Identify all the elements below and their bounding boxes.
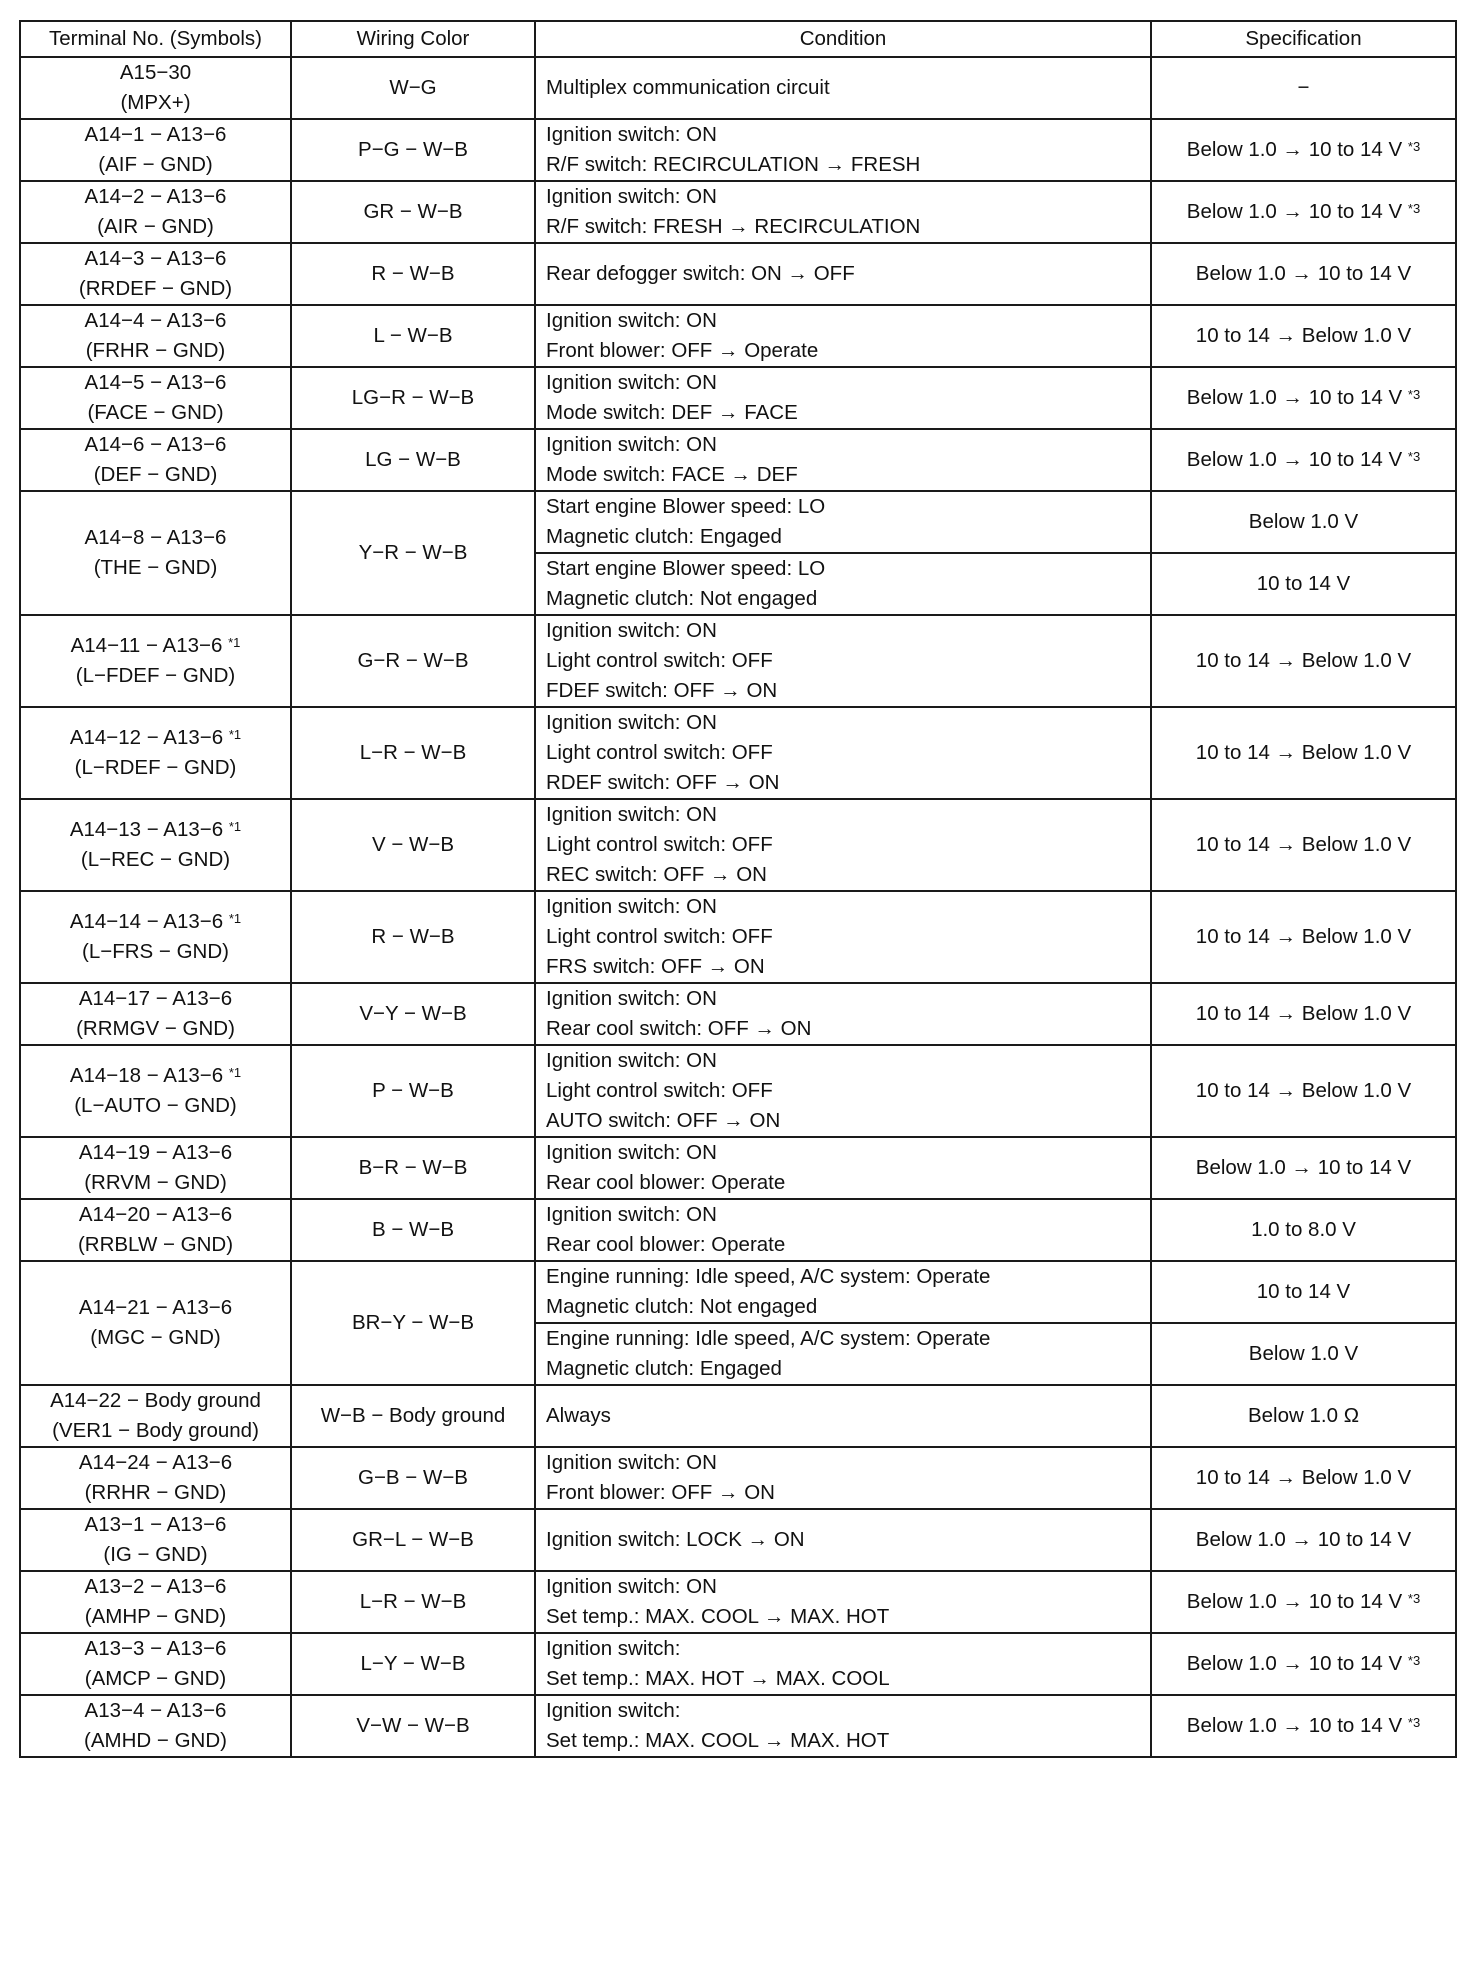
footnote-marker: *3	[1407, 1715, 1421, 1730]
condition-line: Rear cool blower: Operate	[546, 1171, 786, 1194]
specification-cell	[1151, 891, 1456, 983]
terminal-symbol: (L−RDEF − GND)	[74, 756, 237, 779]
terminal-number: A14−22 − Body ground	[50, 1389, 261, 1412]
wiring-color-cell: Y−R − W−B	[291, 491, 535, 615]
wiring-color-cell: P−G − W−B	[291, 119, 535, 181]
table-row	[20, 707, 1456, 799]
specification-cell	[1151, 367, 1456, 429]
condition-line: Ignition switch: ON	[546, 309, 717, 332]
condition-line: REC switch: OFF → ON	[546, 863, 767, 886]
condition-line: Magnetic clutch: Engaged	[546, 1357, 782, 1380]
specification-value: Below 1.0 V	[1248, 1342, 1359, 1365]
condition-line: Ignition switch:	[546, 1699, 681, 1722]
terminal-number: A14−13 − A13−6	[69, 818, 224, 841]
terminal-inspection-sheet	[19, 20, 1455, 1758]
terminal-number: A14−11 − A13−6	[70, 634, 223, 657]
condition-cell	[535, 367, 1151, 429]
condition-line: Ignition switch: ON	[546, 711, 717, 734]
condition-line: Set temp.: MAX. COOL → MAX. HOT	[546, 1605, 890, 1628]
specification-cell	[1151, 1633, 1456, 1695]
terminal-number: A14−17 − A13−6	[78, 987, 233, 1010]
wiring-color-cell: L−Y − W−B	[291, 1633, 535, 1695]
condition-cell	[535, 1137, 1151, 1199]
condition-line: AUTO switch: OFF → ON	[546, 1109, 781, 1132]
terminal-cell	[20, 181, 291, 243]
wiring-color-cell: L−R − W−B	[291, 707, 535, 799]
condition-cell	[535, 1695, 1151, 1757]
specification-value: 10 to 14 V	[1256, 572, 1351, 595]
specification-value: Below 1.0 → 10 to 14 V	[1186, 138, 1403, 161]
condition-cell	[535, 1447, 1151, 1509]
terminal-symbol: (L−REC − GND)	[80, 848, 231, 871]
terminal-number: A13−3 − A13−6	[84, 1637, 227, 1660]
footnote-marker: *3	[1407, 449, 1421, 464]
terminal-symbol: (RRVM − GND)	[84, 1171, 227, 1194]
footnote-marker: *1	[228, 727, 242, 742]
table-row	[20, 1045, 1456, 1137]
condition-line: Light control switch: OFF	[546, 649, 773, 672]
condition-cell	[535, 1571, 1151, 1633]
terminal-cell	[20, 1385, 291, 1447]
table-row	[20, 1571, 1456, 1633]
condition-cell	[535, 181, 1151, 243]
specification-value: Below 1.0 Ω	[1247, 1404, 1360, 1427]
wiring-color-cell: W−G	[291, 57, 535, 119]
table-row	[20, 983, 1456, 1045]
terminal-number: A13−1 − A13−6	[84, 1513, 227, 1536]
wiring-color-cell: L − W−B	[291, 305, 535, 367]
condition-line: Light control switch: OFF	[546, 925, 773, 948]
terminal-number: A14−8 − A13−6	[84, 526, 227, 549]
wiring-color-cell: P − W−B	[291, 1045, 535, 1137]
terminal-line	[31, 815, 280, 845]
condition-line: RDEF switch: OFF → ON	[546, 771, 780, 794]
terminal-spec-table	[19, 20, 1457, 1758]
terminal-line	[31, 723, 280, 753]
terminal-number: A14−2 − A13−6	[84, 185, 227, 208]
terminal-symbol: (AIR − GND)	[97, 215, 214, 238]
footnote-marker: *1	[228, 819, 242, 834]
terminal-cell	[20, 615, 291, 707]
terminal-cell	[20, 799, 291, 891]
terminal-number: A14−5 − A13−6	[84, 371, 227, 394]
terminal-number: A14−12 − A13−6	[69, 726, 224, 749]
condition-line: Ignition switch: ON	[546, 1049, 717, 1072]
terminal-symbol: (AMHP − GND)	[84, 1605, 227, 1628]
condition-line: FDEF switch: OFF → ON	[546, 679, 778, 702]
condition-line: R/F switch: FRESH → RECIRCULATION	[546, 215, 921, 238]
condition-cell	[535, 1323, 1151, 1385]
terminal-cell	[20, 119, 291, 181]
condition-line: Ignition switch: ON	[546, 1203, 717, 1226]
condition-line: Ignition switch: ON	[546, 433, 717, 456]
condition-cell	[535, 1261, 1151, 1323]
terminal-number: A14−14 − A13−6	[69, 910, 224, 933]
wiring-color-cell: LG − W−B	[291, 429, 535, 491]
condition-cell	[535, 1199, 1151, 1261]
condition-line: Ignition switch: ON	[546, 1575, 717, 1598]
terminal-symbol: (IG − GND)	[103, 1543, 208, 1566]
terminal-number: A13−4 − A13−6	[84, 1699, 227, 1722]
terminal-cell	[20, 983, 291, 1045]
terminal-symbol: (MGC − GND)	[90, 1326, 221, 1349]
footnote-marker: *3	[1407, 201, 1421, 216]
table-row	[20, 615, 1456, 707]
condition-cell	[535, 243, 1151, 305]
terminal-symbol: (L−AUTO − GND)	[74, 1094, 237, 1117]
condition-line: Rear cool switch: OFF → ON	[546, 1017, 812, 1040]
specification-cell	[1151, 1509, 1456, 1571]
specification-cell	[1151, 1323, 1456, 1385]
terminal-symbol: (RRBLW − GND)	[77, 1233, 234, 1256]
condition-cell	[535, 429, 1151, 491]
specification-cell	[1151, 491, 1456, 553]
wiring-color-cell: B−R − W−B	[291, 1137, 535, 1199]
specification-cell	[1151, 57, 1456, 119]
terminal-number: A14−1 − A13−6	[84, 123, 227, 146]
table-row	[20, 119, 1456, 181]
wiring-color-cell: V−Y − W−B	[291, 983, 535, 1045]
specification-value: Below 1.0 → 10 to 14 V	[1186, 1590, 1403, 1613]
wiring-color-cell: R − W−B	[291, 243, 535, 305]
condition-line: Light control switch: OFF	[546, 1079, 773, 1102]
specification-value: Below 1.0 → 10 to 14 V	[1186, 1652, 1403, 1675]
condition-line: Mode switch: DEF → FACE	[546, 401, 798, 424]
specification-value: 10 to 14 → Below 1.0 V	[1195, 741, 1412, 764]
terminal-symbol: (RRHR − GND)	[84, 1481, 227, 1504]
table-row	[20, 1509, 1456, 1571]
footnote-marker: *1	[228, 1065, 242, 1080]
terminal-symbol: (RRMGV − GND)	[76, 1017, 235, 1040]
wiring-color-cell: W−B − Body ground	[291, 1385, 535, 1447]
terminal-line	[31, 1061, 280, 1091]
terminal-number: A14−21 − A13−6	[78, 1296, 233, 1319]
terminal-cell	[20, 1571, 291, 1633]
table-row	[20, 1633, 1456, 1695]
specification-cell	[1151, 707, 1456, 799]
condition-line: Ignition switch:	[546, 1637, 681, 1660]
wiring-color-cell: B − W−B	[291, 1199, 535, 1261]
condition-line: Magnetic clutch: Engaged	[546, 525, 782, 548]
terminal-cell	[20, 1261, 291, 1385]
specification-cell	[1151, 615, 1456, 707]
header-wiring-color: Wiring Color	[291, 21, 535, 57]
condition-cell	[535, 983, 1151, 1045]
table-row	[20, 1385, 1456, 1447]
header-condition: Condition	[535, 21, 1151, 57]
condition-line: FRS switch: OFF → ON	[546, 955, 765, 978]
condition-line: Ignition switch: ON	[546, 619, 717, 642]
condition-line: Set temp.: MAX. HOT → MAX. COOL	[546, 1667, 890, 1690]
wiring-color-cell: V−W − W−B	[291, 1695, 535, 1757]
specification-value: 10 to 14 → Below 1.0 V	[1195, 1079, 1412, 1102]
terminal-number: A14−20 − A13−6	[78, 1203, 233, 1226]
condition-line: Ignition switch: ON	[546, 895, 717, 918]
condition-line: Front blower: OFF → ON	[546, 1481, 775, 1504]
terminal-symbol: (L−FRS − GND)	[82, 940, 229, 963]
condition-line: Magnetic clutch: Not engaged	[546, 587, 818, 610]
condition-line: Ignition switch: ON	[546, 1451, 717, 1474]
condition-line: Start engine Blower speed: LO	[546, 557, 826, 580]
terminal-cell	[20, 1199, 291, 1261]
terminal-number: A14−6 − A13−6	[84, 433, 227, 456]
specification-value: Below 1.0 → 10 to 14 V	[1195, 1528, 1412, 1551]
condition-line: Engine running: Idle speed, A/C system: Operate	[546, 1265, 991, 1288]
table-row	[20, 243, 1456, 305]
specification-value: 10 to 14 → Below 1.0 V	[1195, 833, 1412, 856]
wiring-color-cell: LG−R − W−B	[291, 367, 535, 429]
specification-value: Below 1.0 → 10 to 14 V	[1195, 1156, 1412, 1179]
terminal-cell	[20, 1509, 291, 1571]
table-body	[20, 57, 1456, 1757]
table-row	[20, 367, 1456, 429]
table-row	[20, 1261, 1456, 1323]
specification-value: 10 to 14 → Below 1.0 V	[1195, 649, 1412, 672]
footnote-marker: *1	[228, 911, 242, 926]
terminal-symbol: (RRDEF − GND)	[78, 277, 233, 300]
specification-value: Below 1.0 → 10 to 14 V	[1186, 200, 1403, 223]
specification-value: Below 1.0 → 10 to 14 V	[1195, 262, 1412, 285]
specification-cell	[1151, 553, 1456, 615]
table-row	[20, 491, 1456, 553]
specification-value: Below 1.0 V	[1248, 510, 1359, 533]
terminal-symbol: (AIF − GND)	[98, 153, 213, 176]
specification-value: 10 to 14 → Below 1.0 V	[1195, 1002, 1412, 1025]
terminal-cell	[20, 1045, 291, 1137]
specification-cell	[1151, 181, 1456, 243]
condition-line: R/F switch: RECIRCULATION → FRESH	[546, 153, 921, 176]
condition-line: Ignition switch: ON	[546, 371, 717, 394]
terminal-line	[31, 631, 280, 661]
specification-value: 10 to 14 → Below 1.0 V	[1195, 1466, 1412, 1489]
terminal-number: A14−3 − A13−6	[84, 247, 227, 270]
terminal-cell	[20, 305, 291, 367]
condition-line: Ignition switch: LOCK → ON	[546, 1528, 805, 1551]
terminal-number: A14−24 − A13−6	[78, 1451, 233, 1474]
condition-line: Start engine Blower speed: LO	[546, 495, 826, 518]
terminal-cell	[20, 707, 291, 799]
footnote-marker: *3	[1407, 139, 1421, 154]
terminal-symbol: (AMHD − GND)	[84, 1729, 227, 1752]
footnote-marker: *1	[228, 635, 241, 650]
terminal-line	[31, 907, 280, 937]
condition-cell	[535, 615, 1151, 707]
condition-line: Ignition switch: ON	[546, 803, 717, 826]
condition-cell	[535, 305, 1151, 367]
terminal-symbol: (VER1 − Body ground)	[52, 1419, 259, 1442]
condition-cell	[535, 1509, 1151, 1571]
specification-cell	[1151, 305, 1456, 367]
specification-value: −	[1297, 76, 1310, 99]
condition-line: Front blower: OFF → Operate	[546, 339, 819, 362]
specification-cell	[1151, 983, 1456, 1045]
specification-cell	[1151, 1137, 1456, 1199]
table-row	[20, 181, 1456, 243]
specification-cell	[1151, 1571, 1456, 1633]
condition-line: Magnetic clutch: Not engaged	[546, 1295, 818, 1318]
terminal-number: A15−30	[119, 61, 192, 84]
condition-line: Light control switch: OFF	[546, 741, 773, 764]
footnote-marker: *3	[1407, 387, 1421, 402]
terminal-number: A14−4 − A13−6	[84, 309, 227, 332]
wiring-color-cell: V − W−B	[291, 799, 535, 891]
specification-value: Below 1.0 → 10 to 14 V	[1186, 448, 1403, 471]
specification-cell	[1151, 429, 1456, 491]
terminal-symbol: (MPX+)	[120, 91, 191, 114]
condition-line: Multiplex communication circuit	[546, 76, 830, 99]
table-row	[20, 57, 1456, 119]
wiring-color-cell: G−R − W−B	[291, 615, 535, 707]
condition-cell	[535, 119, 1151, 181]
condition-line: Set temp.: MAX. COOL → MAX. HOT	[546, 1729, 890, 1752]
condition-line: Always	[546, 1404, 611, 1427]
terminal-symbol: (AMCP − GND)	[84, 1667, 227, 1690]
table-row	[20, 1199, 1456, 1261]
condition-cell	[535, 707, 1151, 799]
specification-value: 1.0 to 8.0 V	[1251, 1218, 1356, 1241]
condition-cell	[535, 1633, 1151, 1695]
terminal-cell	[20, 57, 291, 119]
condition-cell	[535, 1045, 1151, 1137]
condition-line: Ignition switch: ON	[546, 987, 717, 1010]
terminal-symbol: (THE − GND)	[93, 556, 218, 579]
condition-line: Light control switch: OFF	[546, 833, 773, 856]
terminal-cell	[20, 1695, 291, 1757]
condition-cell	[535, 1385, 1151, 1447]
condition-line: Mode switch: FACE → DEF	[546, 463, 798, 486]
header-row	[20, 21, 1456, 57]
specification-cell	[1151, 243, 1456, 305]
condition-line: Engine running: Idle speed, A/C system: Operate	[546, 1327, 991, 1350]
footnote-marker: *3	[1407, 1653, 1421, 1668]
terminal-cell	[20, 1447, 291, 1509]
table-row	[20, 305, 1456, 367]
terminal-cell	[20, 367, 291, 429]
wiring-color-cell: G−B − W−B	[291, 1447, 535, 1509]
condition-cell	[535, 553, 1151, 615]
footnote-marker: *3	[1407, 1591, 1421, 1606]
table-row	[20, 1137, 1456, 1199]
wiring-color-cell: BR−Y − W−B	[291, 1261, 535, 1385]
specification-cell	[1151, 1261, 1456, 1323]
specification-cell	[1151, 1447, 1456, 1509]
condition-cell	[535, 799, 1151, 891]
specification-cell	[1151, 1045, 1456, 1137]
condition-cell	[535, 891, 1151, 983]
terminal-symbol: (L−FDEF − GND)	[75, 664, 236, 687]
wiring-color-cell: GR−L − W−B	[291, 1509, 535, 1571]
terminal-cell	[20, 1633, 291, 1695]
terminal-cell	[20, 429, 291, 491]
specification-value: Below 1.0 → 10 to 14 V	[1186, 1714, 1403, 1737]
specification-cell	[1151, 799, 1456, 891]
specification-cell	[1151, 119, 1456, 181]
condition-line: Rear defogger switch: ON → OFF	[546, 262, 855, 285]
terminal-number: A14−18 − A13−6	[69, 1064, 224, 1087]
terminal-cell	[20, 891, 291, 983]
specification-value: Below 1.0 → 10 to 14 V	[1186, 386, 1403, 409]
terminal-symbol: (FACE − GND)	[87, 401, 224, 424]
table-row	[20, 891, 1456, 983]
wiring-color-cell: R − W−B	[291, 891, 535, 983]
terminal-number: A14−19 − A13−6	[78, 1141, 233, 1164]
terminal-cell	[20, 243, 291, 305]
terminal-number: A13−2 − A13−6	[84, 1575, 227, 1598]
specification-cell	[1151, 1385, 1456, 1447]
condition-line: Ignition switch: ON	[546, 123, 717, 146]
condition-cell	[535, 491, 1151, 553]
terminal-symbol: (FRHR − GND)	[85, 339, 226, 362]
terminal-symbol: (DEF − GND)	[93, 463, 218, 486]
specification-cell	[1151, 1695, 1456, 1757]
condition-line: Rear cool blower: Operate	[546, 1233, 786, 1256]
specification-cell	[1151, 1199, 1456, 1261]
condition-line: Ignition switch: ON	[546, 1141, 717, 1164]
condition-line: Ignition switch: ON	[546, 185, 717, 208]
wiring-color-cell: GR − W−B	[291, 181, 535, 243]
terminal-cell	[20, 1137, 291, 1199]
header-specification: Specification	[1151, 21, 1456, 57]
specification-value: 10 to 14 → Below 1.0 V	[1195, 324, 1412, 347]
terminal-cell	[20, 491, 291, 615]
table-row	[20, 1695, 1456, 1757]
table-row	[20, 799, 1456, 891]
condition-cell	[535, 57, 1151, 119]
wiring-color-cell: L−R − W−B	[291, 1571, 535, 1633]
table-row	[20, 1447, 1456, 1509]
specification-value: 10 to 14 → Below 1.0 V	[1195, 925, 1412, 948]
header-terminal: Terminal No. (Symbols)	[20, 21, 291, 57]
table-row	[20, 429, 1456, 491]
specification-value: 10 to 14 V	[1256, 1280, 1351, 1303]
